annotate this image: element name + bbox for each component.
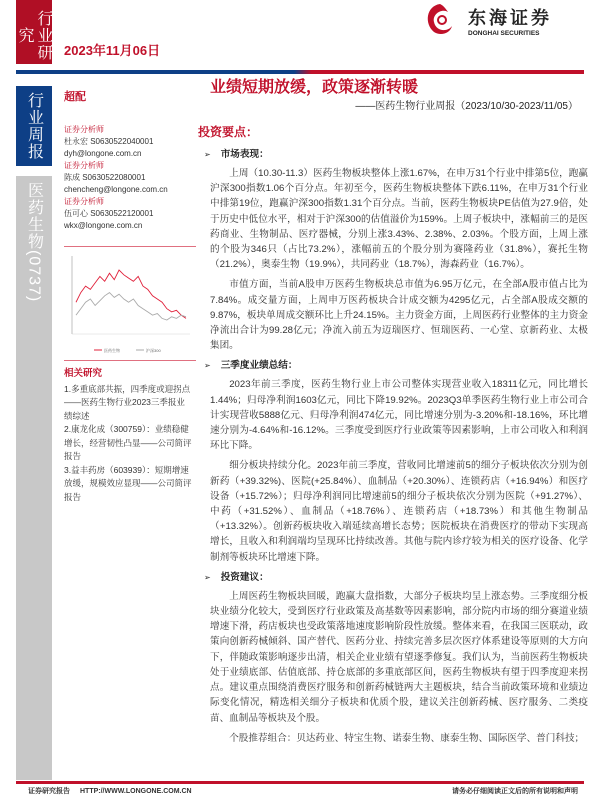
section-heading: 投资要点： <box>198 125 259 139</box>
logo-emblem-icon <box>420 0 460 40</box>
section-title <box>198 571 588 585</box>
paragraph: 市值方面，当前A股申万医药生物板块总市值为6.95万亿元，在全部A股市值占比为7.84%。成交量方面，上周申万医药板块合计成交额为4295亿元，占全部A股成交额的9.87%，板块单周成交额环比上升24.15%。主力资金方面，上周医药行业整体的主力资金净流出合计为99.28亿元；净流入前五为迈瑞医疗、恒瑞医药、一心堂、京新药业、太极集团。 <box>210 279 588 352</box>
analyst <box>64 196 192 232</box>
footer-left <box>28 787 192 796</box>
analyst-label: 证券分析师 <box>64 125 104 134</box>
related-item[interactable]: 2.康龙化成（300759）：业绩稳健增长，经营韧性凸显——公司简评报告 <box>64 424 192 461</box>
logo <box>420 0 552 40</box>
rating: 超配 <box>64 91 86 103</box>
series-line-1 <box>76 293 186 320</box>
related-item[interactable]: 3.益丰药房（603939）：短期增速放缓，规模效应显现——公司简评报告 <box>64 464 192 502</box>
section-title-text: 三季度业绩总结： <box>220 360 298 372</box>
analyst-email[interactable]: wkx@longone.com.cn <box>64 221 143 230</box>
performance-chart <box>64 250 194 358</box>
paragraph: 上周（10.30-11.3）医药生物板块整体上涨1.67%，在申万31个行业中排第5位，跑赢沪深300指数1.06个百分点。年初至今，医药生物板块整体下跌6.11%，在申万31个行业中排第19位，跑赢沪深300指数1.31个百分点。当前，医药生物板块PE估值为27.9倍，处于历史中低位水平，相对于沪深300的估值溢价为159%。上周子板块中，涨幅前三的是医药商业、生物制品、医疗器械，分别上涨3.43%、2.38%、2.03%。个股方面，上周上涨的个股为346只（占比73.2%），涨幅前五的个股分别为赛隆药业（31.8%），赛托生物（21.2%），奥泰生物（19.9%），共同药业（18.7%），海森药业（16.7%）。 <box>210 168 588 271</box>
paragraph: 上周医药生物板块回暖，跑赢大盘指数，大部分子板块均呈上涨态势。三季度细分板块业绩分化较大，受到医疗行业政策及高基数等因素影响，部分院内市场的细分赛道业绩增速下滑，药店板块也受政策落地速度影响阶段性放缓。整体来看，在我国三医联动，政策向创新药械倾斜、国产替代、医药分业、持续完善多层次医疗体系建设等原则的大方向下，伴随政策影响逐步出清，相关企业业绩有望逐季修复。我们认为，当前医药生物板块处于业绩底部、估值底部、持仓底部的多重底部区间，医药生物板块有望于四季度迎来拐点。建议重点围绕消费医疗服务和创新药械链两大主题板块，结合当前政策环境和业绩边际变化情况，精选相关细分子板块和优质个股，建议关注创新药械、医疗服务、二类疫苗、血制品等板块及个股。 <box>210 590 588 724</box>
related-item[interactable]: 1.多重底部共振，四季度或迎拐点——医药生物行业2023三季报业绩综述 <box>64 383 191 421</box>
arrow-icon: ➢ <box>204 361 211 371</box>
sidebar-sector <box>16 176 52 780</box>
analyst-label: 证券分析师 <box>64 161 104 170</box>
section-title <box>198 359 588 373</box>
footer-label: 证券研究报告 <box>28 788 70 795</box>
series-line-0 <box>76 270 186 318</box>
analyst <box>64 160 192 196</box>
footer-disclaimer: 请务必仔细阅读正文后的所有说明和声明 <box>452 788 578 795</box>
report-subtitle: ——医药生物行业周报（2023/10/30-2023/11/05） <box>355 101 578 112</box>
sidebar-report-type <box>16 86 52 166</box>
sector-label: 医药生物(0737) <box>25 182 43 303</box>
report-title: 业绩短期放缓，政策逐渐转暖 <box>210 79 419 96</box>
analyst-name: 杜永宏 S0630522040001 <box>64 137 154 146</box>
section-title <box>198 148 588 162</box>
category-label: 行业研究 <box>16 9 52 61</box>
analyst-name: 陈成 S0630522080001 <box>64 173 146 182</box>
analyst-list <box>64 124 192 232</box>
logo-cn: 东海证券 <box>468 7 552 28</box>
legend-pharma: 医药生物 <box>104 348 120 353</box>
report-date: 2023年11月06日 <box>64 43 161 58</box>
divider <box>64 246 196 247</box>
analyst <box>64 124 192 160</box>
analyst-name: 伍可心 S0630522120001 <box>64 209 154 218</box>
analyst-email[interactable]: chencheng@longone.com.cn <box>64 185 168 194</box>
divider <box>64 360 196 361</box>
footer-url[interactable]: HTTP://WWW.LONGONE.COM.CN <box>80 788 192 795</box>
arrow-icon: ➢ <box>204 150 211 159</box>
logo-en: DONGHAI SECURITIES <box>468 29 540 37</box>
section-title-text: 投资建议： <box>220 571 269 583</box>
footer-divider <box>16 781 584 784</box>
sidebar-category <box>16 0 52 64</box>
paragraph: 细分板块持续分化。2023年前三季度，营收同比增速前5的细分子板块依次分别为创新药（+39.32%)、医院(+25.84%）、血制品（+20.30%）、连锁药店（+16.94%）和医疗设备（+15.72%）；归母净利润同比增速前5的细分子板块依次分别为医院（+91.27%）、中药（+31.52%）、血制品（+18.76%）、连锁药店（+18.73%）和其他生物制品（+13.32%）。创新药板块收入端延续高增长态势；医院板块在消费医疗的带动下实现高增长，且收入和利润端均呈现环比持续改善。其他与院内诊疗较为相关的医疗设备、化学制剂等板块环比增速下降。 <box>210 460 588 563</box>
main-content <box>198 124 588 746</box>
analyst-label: 证券分析师 <box>64 197 104 206</box>
analyst-email[interactable]: dyh@longone.com.cn <box>64 149 142 158</box>
related-title: 相关研究 <box>64 368 103 379</box>
legend-hs300: 沪深300 <box>146 348 161 353</box>
report-type-label: 行业周报 <box>25 92 43 160</box>
related-research <box>64 367 192 504</box>
paragraph: 2023年前三季度，医药生物行业上市公司整体实现营业收入18311亿元，同比增长1.44%；归母净利润1603亿元，同比下降19.92%。2023Q3单季医药生物行业上市公司合计实现营收5888亿元、归母净利润474亿元，同比增速分别为-3.20%和-18.16%，环比增速分别为-4.64%和-16.12%。三季度受到医疗行业政策等因素影响，上市公司收入和利润环比下降。 <box>210 379 588 452</box>
header-divider <box>16 70 584 74</box>
section-title-text: 市场表现： <box>220 149 269 160</box>
paragraph: 个股推荐组合：贝达药业、特宝生物、诺泰生物、康泰生物、国际医学、普门科技； <box>229 732 585 744</box>
arrow-icon: ➢ <box>204 572 211 582</box>
